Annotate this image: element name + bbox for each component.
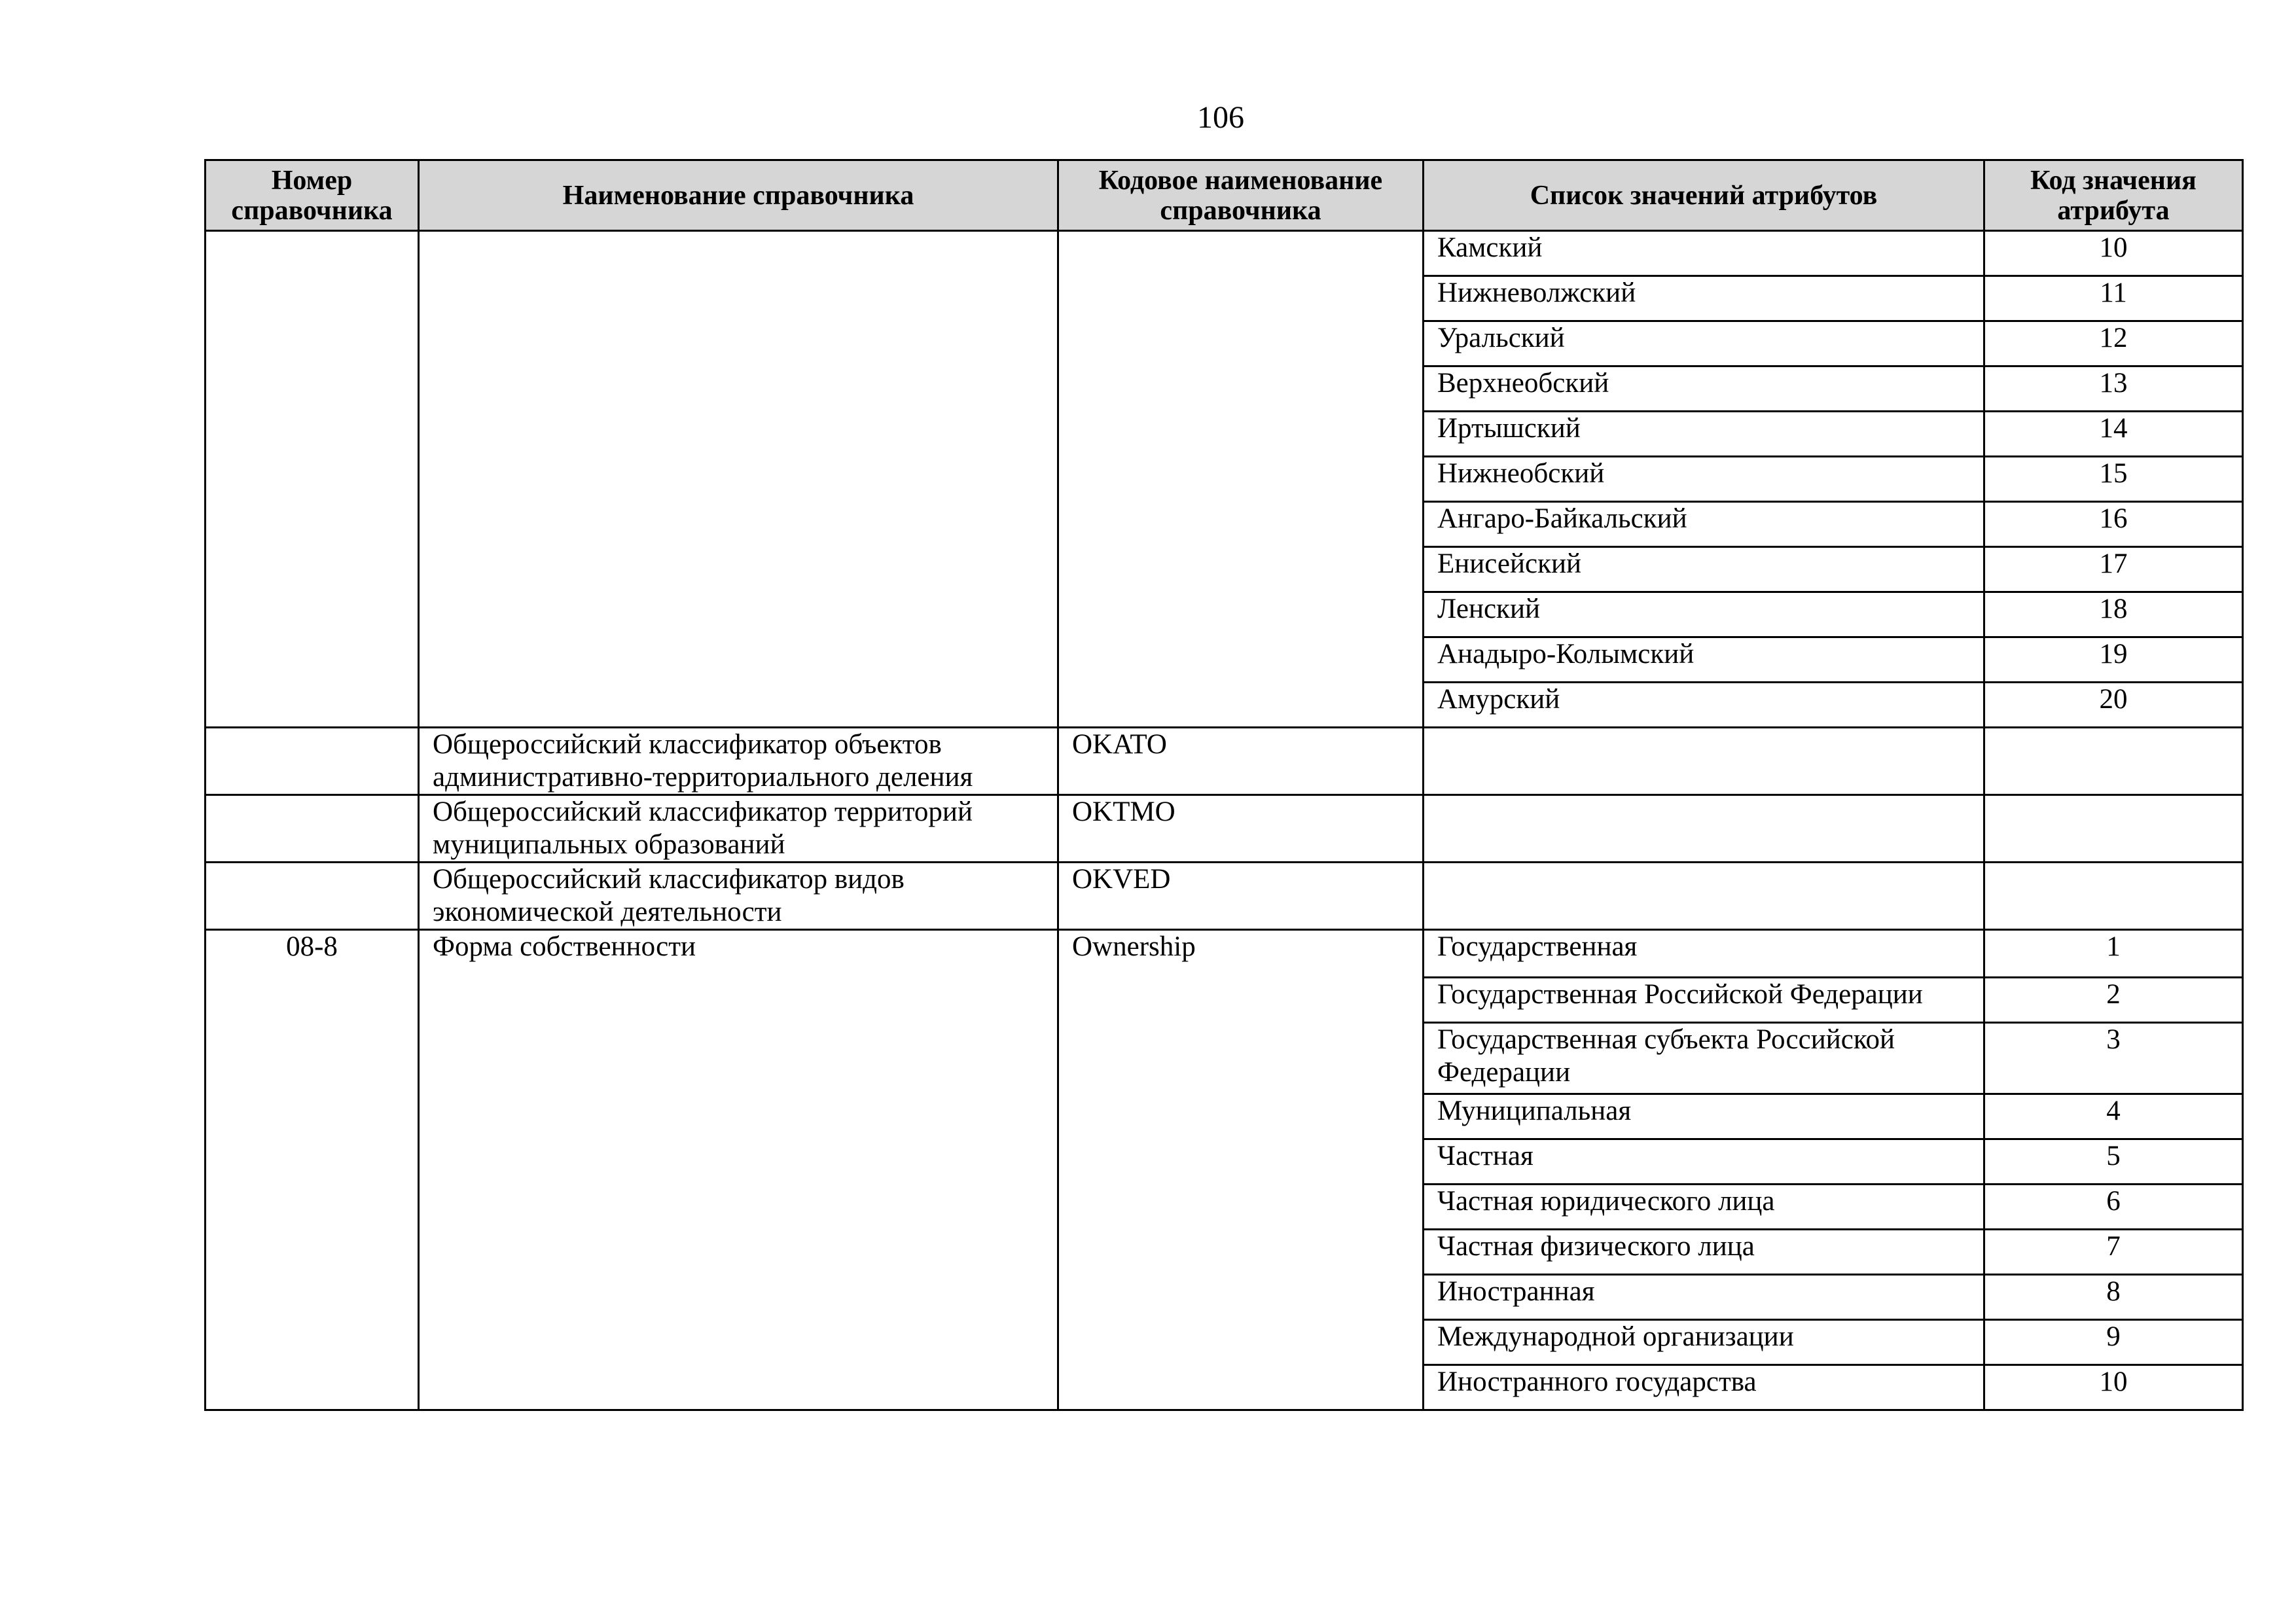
- attribute-code: 15: [1984, 457, 2243, 502]
- reference-table: [204, 159, 2244, 1411]
- attribute-value: Частная: [1424, 1139, 1984, 1185]
- attribute-value: Анадыро-Колымский: [1424, 637, 1984, 683]
- cell-values-empty: [1424, 863, 1984, 930]
- directory-code-name: Ownership: [1058, 930, 1424, 1410]
- attribute-value: Иртышский: [1424, 412, 1984, 457]
- attribute-code: 4: [1984, 1094, 2243, 1139]
- attribute-code: 3: [1984, 1023, 2243, 1094]
- table-row: [206, 728, 2243, 795]
- attribute-code: 10: [1984, 231, 2243, 276]
- table-row: [206, 231, 2243, 276]
- cell-values-empty: [1424, 795, 1984, 863]
- header-number: Номер справочника: [206, 160, 419, 231]
- attribute-value: Частная физического лица: [1424, 1230, 1984, 1275]
- attribute-code: 12: [1984, 321, 2243, 366]
- header-code-name: Кодовое наименование справочника: [1058, 160, 1424, 231]
- attribute-code: 19: [1984, 637, 2243, 683]
- classifier-name: Общероссийский классификатор видов экономической деятельности: [419, 863, 1058, 930]
- attribute-value: Государственная Российской Федерации: [1424, 978, 1984, 1023]
- attribute-code: 17: [1984, 547, 2243, 592]
- cell-values-empty: [1424, 728, 1984, 795]
- cell-code-empty: [1984, 863, 2243, 930]
- attribute-code: 1: [1984, 930, 2243, 978]
- cell-name-empty: [419, 231, 1058, 728]
- header-name: Наименование справочника: [419, 160, 1058, 231]
- attribute-value: Ленский: [1424, 592, 1984, 637]
- table-row: [206, 930, 2243, 978]
- cell-code-name-empty: [1058, 231, 1424, 728]
- classifier-name: Общероссийский классификатор объектов административно-территориального деления: [419, 728, 1058, 795]
- attribute-code: 11: [1984, 276, 2243, 321]
- classifier-name: Общероссийский классификатор территорий муниципальных образований: [419, 795, 1058, 863]
- attribute-code: 13: [1984, 366, 2243, 412]
- attribute-code: 2: [1984, 978, 2243, 1023]
- attribute-code: 20: [1984, 683, 2243, 728]
- table-header-row: [206, 160, 2243, 231]
- attribute-value: Нижневолжский: [1424, 276, 1984, 321]
- attribute-value: Амурский: [1424, 683, 1984, 728]
- attribute-code: 7: [1984, 1230, 2243, 1275]
- attribute-value: Иностранная: [1424, 1275, 1984, 1320]
- attribute-value: Нижнеобский: [1424, 457, 1984, 502]
- attribute-code: 16: [1984, 502, 2243, 547]
- attribute-value: Муниципальная: [1424, 1094, 1984, 1139]
- directory-number: 08-8: [206, 930, 419, 1410]
- attribute-value: Частная юридического лица: [1424, 1185, 1984, 1230]
- table-row: [206, 795, 2243, 863]
- attribute-value: Енисейский: [1424, 547, 1984, 592]
- attribute-value: Иностранного государства: [1424, 1365, 1984, 1410]
- attribute-code: 10: [1984, 1365, 2243, 1410]
- attribute-code: 6: [1984, 1185, 2243, 1230]
- cell-code-empty: [1984, 728, 2243, 795]
- attribute-value: Государственная субъекта Российской Федерации: [1424, 1023, 1984, 1094]
- attribute-value: Верхнеобский: [1424, 366, 1984, 412]
- attribute-code: 8: [1984, 1275, 2243, 1320]
- attribute-value: Камский: [1424, 231, 1984, 276]
- classifier-code-name: OKATO: [1058, 728, 1424, 795]
- cell-number-empty: [206, 795, 419, 863]
- cell-number-empty: [206, 863, 419, 930]
- classifier-code-name: OKTMO: [1058, 795, 1424, 863]
- cell-code-empty: [1984, 795, 2243, 863]
- attribute-code: 14: [1984, 412, 2243, 457]
- header-value-code: Код значения атрибута: [1984, 160, 2243, 231]
- attribute-code: 5: [1984, 1139, 2243, 1185]
- attribute-value: Уральский: [1424, 321, 1984, 366]
- table-row: [206, 863, 2243, 930]
- classifier-code-name: OKVED: [1058, 863, 1424, 930]
- attribute-value: Государственная: [1424, 930, 1984, 978]
- page-number: 106: [1197, 100, 1244, 135]
- cell-number-empty: [206, 231, 419, 728]
- cell-number-empty: [206, 728, 419, 795]
- attribute-code: 18: [1984, 592, 2243, 637]
- header-values: Список значений атрибутов: [1424, 160, 1984, 231]
- attribute-value: Международной организации: [1424, 1320, 1984, 1365]
- directory-name: Форма собственности: [419, 930, 1058, 1410]
- attribute-code: 9: [1984, 1320, 2243, 1365]
- attribute-value: Ангаро-Байкальский: [1424, 502, 1984, 547]
